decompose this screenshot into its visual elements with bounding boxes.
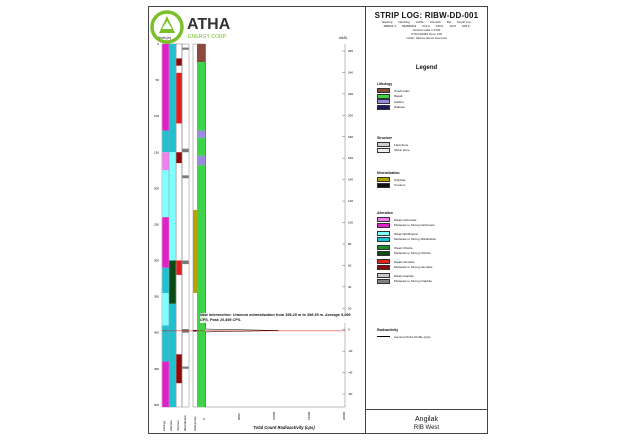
- legend-swatch: [377, 336, 390, 337]
- logo-name: ATHA: [187, 16, 231, 33]
- legend-label: Diabase: [394, 105, 406, 110]
- gamma-profile-line: [205, 44, 278, 407]
- atha-mark-icon: [152, 12, 182, 42]
- legend-swatch: [377, 148, 390, 153]
- collar-val: -50.0: [449, 24, 457, 28]
- legend-item: [377, 251, 436, 257]
- legend-label: Gamma Probe Profile (cps): [394, 334, 431, 339]
- depth-tick: 300: [153, 258, 159, 263]
- legend-label: Sulphide: [394, 177, 406, 182]
- legend-label: Weak Carbonate: [394, 217, 417, 222]
- lithology-interval: [197, 156, 205, 165]
- legend-title: Legend: [415, 65, 438, 71]
- depth-axis-label: Depth (m): [157, 36, 172, 40]
- legend-item: [377, 148, 410, 154]
- collar-col: mASL: [415, 20, 424, 24]
- legend-label: Basalt: [394, 94, 403, 99]
- masl-tick: -60: [348, 392, 353, 396]
- legend-label: Moderate to Strong Carbonate: [394, 223, 435, 228]
- collar-col: Depth (m): [457, 20, 471, 24]
- masl-tick: 0: [348, 327, 350, 332]
- legend-item: [377, 223, 436, 229]
- legend-swatch: [377, 251, 390, 256]
- masl-tick: 40: [348, 284, 352, 289]
- collar-col: Northing: [398, 20, 410, 24]
- legend-heading: Alteration: [377, 211, 393, 215]
- legend-swatch: [377, 94, 390, 99]
- alteration-band: [169, 152, 175, 260]
- legend-heading: Radioactivity: [377, 328, 399, 332]
- legend-label: Moderate to Strong Silicification: [394, 237, 437, 242]
- depth-tick: 350: [153, 294, 159, 299]
- masl-tick: 200: [348, 113, 354, 118]
- alteration-band: [162, 268, 168, 293]
- depth-tick: 400: [153, 330, 159, 335]
- legend-label: Moderate to Strong Hematite: [394, 265, 433, 270]
- legend-label: Gabbro: [394, 99, 405, 104]
- atha-logo: [149, 7, 253, 47]
- legend-heading: Structure: [377, 136, 393, 140]
- alteration-band: [162, 293, 168, 325]
- cps-tick: 5000: [237, 413, 241, 420]
- masl-tick: 80: [348, 241, 352, 246]
- legend-swatch: [377, 259, 390, 264]
- track-label: Radioactivity: [194, 416, 197, 431]
- lithology-interval: [197, 62, 205, 131]
- alteration-band: [169, 44, 175, 152]
- depth-tick: 50: [155, 78, 159, 83]
- alteration-band: [162, 152, 168, 170]
- hematite-band: [176, 73, 181, 124]
- legend-swatch: [377, 279, 390, 284]
- hematite-band: [176, 58, 181, 65]
- masl-tick: 20: [348, 306, 352, 311]
- masl-tick: 240: [348, 70, 354, 75]
- legend-item: [377, 237, 436, 243]
- cps-tick: 10000: [272, 411, 276, 420]
- legend-label: Weak Hematite: [394, 259, 415, 264]
- vertical-scale: Vertical scale 1:2700: [412, 28, 441, 32]
- cps-tick: 20000: [342, 411, 346, 420]
- legend-swatch: [377, 273, 390, 278]
- alteration-band: [169, 304, 175, 407]
- track-label: Lithology: [163, 420, 166, 431]
- legend-section: [377, 211, 436, 287]
- alteration-band: [162, 131, 168, 153]
- legend-section: [377, 136, 410, 153]
- project-name: Angilak: [415, 416, 438, 423]
- legend-label: Overburden: [394, 88, 410, 93]
- legend-swatch: [377, 217, 390, 222]
- collar-val: 503.0: [462, 24, 470, 28]
- legend-swatch: [377, 245, 390, 250]
- x-axis-title: Total Count Radioactivity (cps): [253, 425, 315, 430]
- structure-mark: [182, 48, 188, 50]
- collar-val: 274.0: [422, 24, 430, 28]
- depth-tick: 200: [153, 186, 159, 191]
- masl-tick: 60: [348, 263, 352, 268]
- masl-tick: 260: [348, 49, 354, 53]
- depth-tick: 100: [153, 114, 159, 119]
- legend-section: [377, 328, 430, 340]
- area-name: RIB West: [413, 425, 440, 431]
- intersection-annotation: New Intersection: Uranium mineralization from 396.25 m to 398.35 m. Average 5,699 CPS, Peak 10,495 CPS.: [200, 313, 356, 323]
- legend-label: Shear Zone: [394, 148, 410, 153]
- legend-heading: Lithology: [377, 82, 393, 86]
- log-header: [366, 7, 487, 45]
- collar-col: Dip: [446, 20, 452, 24]
- legend-swatch: [377, 142, 390, 147]
- legend-swatch: [377, 265, 390, 270]
- legend-section: [377, 171, 406, 188]
- alteration-band: [169, 261, 175, 304]
- cps-tick: 0: [202, 418, 206, 420]
- structure-mark: [182, 367, 188, 369]
- track-label: Alteration: [170, 420, 173, 431]
- legend-label: Weak Chlorite: [394, 245, 413, 250]
- lithology-interval: [197, 138, 205, 156]
- footer: [366, 409, 487, 433]
- legend-section: [377, 82, 410, 110]
- legend-label: Weak Graphite: [394, 273, 414, 278]
- lithology-interval: [197, 165, 205, 407]
- alteration-band: [162, 170, 168, 217]
- legend-item: [377, 88, 410, 94]
- legend-label: Moderate to Strong Graphite: [394, 279, 433, 284]
- collar-val: 486601.3: [383, 24, 396, 28]
- collar-col: Azimuth: [429, 20, 441, 24]
- masl-note: mASL: Metres above sea level: [406, 36, 447, 40]
- legend-swatch: [377, 177, 390, 182]
- masl-tick: -20: [348, 349, 353, 354]
- structure-mark: [182, 175, 188, 178]
- logo-sub: ENERGY CORP.: [188, 34, 228, 40]
- collar-col: Easting: [382, 20, 393, 24]
- legend-swatch: [377, 223, 390, 228]
- legend-label: Moderate to Strong Chlorite: [394, 251, 431, 256]
- collar-val: 6928468.9: [401, 24, 417, 28]
- legend-item: [377, 334, 430, 340]
- depth-tick: 450: [153, 366, 159, 371]
- masl-axis-label: mASL: [339, 36, 348, 40]
- legend-swatch: [377, 99, 390, 104]
- track-frame: [182, 44, 189, 407]
- structure-mark: [182, 261, 188, 265]
- depth-tick: 500: [153, 402, 159, 407]
- legend-heading: Mineralization: [377, 171, 400, 175]
- track-label: Mineralization: [184, 414, 187, 431]
- depth-tick: 150: [153, 150, 159, 155]
- masl-tick: 180: [348, 134, 354, 139]
- legend-swatch: [377, 237, 390, 242]
- legend-item: [377, 265, 436, 271]
- legend-swatch: [377, 105, 390, 110]
- structure-mark: [182, 149, 188, 153]
- alteration-band: [162, 362, 168, 407]
- strip-log-plot: [149, 7, 365, 433]
- depth-tick: 0: [157, 42, 159, 46]
- legend-label: Fault Zone: [394, 142, 409, 147]
- cps-tick: 15000: [307, 411, 311, 420]
- mineralization-interval: [193, 210, 197, 293]
- legend-swatch: [377, 231, 390, 236]
- alteration-band: [162, 217, 168, 268]
- legend-item: [377, 142, 410, 148]
- alteration-band: [162, 44, 168, 131]
- legend-swatch: [377, 88, 390, 93]
- collar-val: 150.0: [435, 24, 444, 28]
- hematite-band: [176, 261, 181, 275]
- legend-swatch: [377, 183, 390, 188]
- masl-tick: 220: [348, 91, 354, 96]
- hematite-band: [176, 152, 181, 163]
- legend-label: Weak Silicification: [394, 231, 419, 236]
- legend-item: [377, 183, 406, 189]
- strip-log-sheet: [148, 6, 488, 434]
- legend-item: [377, 279, 436, 285]
- masl-tick: -40: [348, 370, 353, 375]
- legend-label: Uranium: [394, 183, 406, 188]
- track-label: Structure: [177, 420, 180, 431]
- hematite-band: [176, 354, 181, 383]
- masl-tick: 140: [348, 177, 354, 182]
- depth-tick: 250: [153, 222, 159, 227]
- masl-tick: 100: [348, 220, 354, 225]
- grid-system: UTM NAD83 Zone 14N: [410, 32, 442, 36]
- log-title: STRIP LOG: RIBW-DD-001: [374, 11, 479, 20]
- legend-item: [377, 105, 410, 111]
- masl-tick: 120: [348, 199, 354, 204]
- lithology-interval: [197, 131, 205, 138]
- masl-tick: 160: [348, 156, 354, 161]
